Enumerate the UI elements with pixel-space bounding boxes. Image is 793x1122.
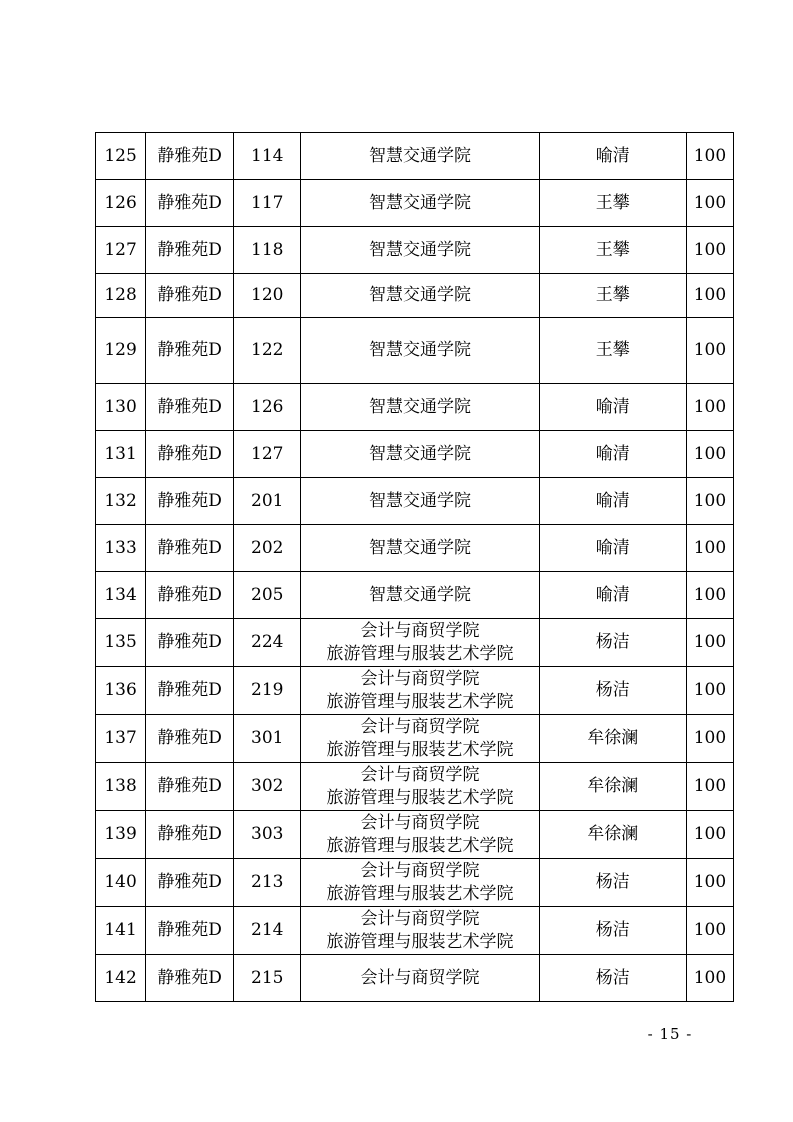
score-cell: 100 — [686, 619, 733, 667]
college-cell — [301, 274, 539, 318]
room-cell: 302 — [234, 763, 301, 811]
building-cell: 静雅苑D — [146, 955, 234, 1002]
row-number-cell: 141 — [96, 907, 146, 955]
table-row — [96, 763, 734, 811]
dormitory-score-table — [95, 132, 734, 1002]
score-cell: 100 — [686, 525, 733, 572]
college-name-secondary: 旅游管理与服装艺术学院 — [326, 835, 514, 856]
college-name-primary: 会计与商贸学院 — [360, 716, 480, 737]
row-number-cell: 133 — [96, 525, 146, 572]
college-cell — [301, 431, 539, 478]
college-name-secondary: 旅游管理与服装艺术学院 — [326, 691, 514, 712]
college-name-secondary: 旅游管理与服装艺术学院 — [326, 931, 514, 952]
row-number-cell: 134 — [96, 572, 146, 619]
page-number: - 15 - — [647, 1025, 693, 1043]
table-row — [96, 133, 734, 180]
building-cell: 静雅苑D — [146, 907, 234, 955]
building-cell: 静雅苑D — [146, 525, 234, 572]
table-row — [96, 384, 734, 431]
score-cell: 100 — [686, 572, 733, 619]
room-cell: 214 — [234, 907, 301, 955]
person-cell: 喻清 — [539, 572, 686, 619]
building-cell: 静雅苑D — [146, 431, 234, 478]
score-cell: 100 — [686, 667, 733, 715]
score-cell: 100 — [686, 431, 733, 478]
person-cell: 王攀 — [539, 180, 686, 227]
college-cell — [301, 811, 539, 859]
college-cell — [301, 859, 539, 907]
table-row — [96, 525, 734, 572]
college-cell — [301, 619, 539, 667]
row-number-cell: 135 — [96, 619, 146, 667]
room-cell: 219 — [234, 667, 301, 715]
college-cell — [301, 318, 539, 384]
score-cell: 100 — [686, 133, 733, 180]
table-row — [96, 227, 734, 274]
table-row — [96, 859, 734, 907]
building-cell: 静雅苑D — [146, 318, 234, 384]
room-cell: 127 — [234, 431, 301, 478]
person-cell: 喻清 — [539, 133, 686, 180]
college-name-secondary: 旅游管理与服装艺术学院 — [326, 787, 514, 808]
room-cell: 114 — [234, 133, 301, 180]
college-name-secondary: 旅游管理与服装艺术学院 — [326, 643, 514, 664]
room-cell: 120 — [234, 274, 301, 318]
building-cell: 静雅苑D — [146, 274, 234, 318]
room-cell: 117 — [234, 180, 301, 227]
room-cell: 303 — [234, 811, 301, 859]
table-row — [96, 619, 734, 667]
room-cell: 118 — [234, 227, 301, 274]
college-name: 智慧交通学院 — [368, 192, 471, 213]
person-cell: 王攀 — [539, 274, 686, 318]
table-row — [96, 431, 734, 478]
building-cell: 静雅苑D — [146, 763, 234, 811]
college-name-primary: 会计与商贸学院 — [360, 764, 480, 785]
person-cell: 杨洁 — [539, 955, 686, 1002]
row-number-cell: 132 — [96, 478, 146, 525]
row-number-cell: 128 — [96, 274, 146, 318]
row-number-cell: 127 — [96, 227, 146, 274]
person-cell: 杨洁 — [539, 907, 686, 955]
room-cell: 126 — [234, 384, 301, 431]
building-cell: 静雅苑D — [146, 715, 234, 763]
room-cell: 205 — [234, 572, 301, 619]
row-number-cell: 136 — [96, 667, 146, 715]
score-cell: 100 — [686, 478, 733, 525]
college-name: 智慧交通学院 — [368, 537, 471, 558]
room-cell: 301 — [234, 715, 301, 763]
college-name: 智慧交通学院 — [368, 584, 471, 605]
table-row — [96, 478, 734, 525]
college-name-primary: 会计与商贸学院 — [360, 812, 480, 833]
building-cell: 静雅苑D — [146, 478, 234, 525]
college-name: 智慧交通学院 — [368, 239, 471, 260]
college-name-primary: 会计与商贸学院 — [360, 668, 480, 689]
row-number-cell: 129 — [96, 318, 146, 384]
row-number-cell: 139 — [96, 811, 146, 859]
table-row — [96, 274, 734, 318]
person-cell: 王攀 — [539, 227, 686, 274]
building-cell: 静雅苑D — [146, 859, 234, 907]
person-cell: 牟徐澜 — [539, 811, 686, 859]
table-row — [96, 715, 734, 763]
person-cell: 喻清 — [539, 478, 686, 525]
table-row — [96, 955, 734, 1002]
college-cell — [301, 763, 539, 811]
building-cell: 静雅苑D — [146, 227, 234, 274]
college-cell — [301, 907, 539, 955]
college-name-primary: 会计与商贸学院 — [360, 908, 480, 929]
college-name: 智慧交通学院 — [368, 443, 471, 464]
person-cell: 杨洁 — [539, 859, 686, 907]
score-cell: 100 — [686, 955, 733, 1002]
row-number-cell: 131 — [96, 431, 146, 478]
person-cell: 喻清 — [539, 431, 686, 478]
table-row — [96, 667, 734, 715]
room-cell: 215 — [234, 955, 301, 1002]
person-cell: 喻清 — [539, 384, 686, 431]
college-name-secondary: 旅游管理与服装艺术学院 — [326, 883, 514, 904]
college-name: 智慧交通学院 — [368, 340, 471, 360]
college-cell — [301, 955, 539, 1002]
building-cell: 静雅苑D — [146, 572, 234, 619]
college-cell — [301, 715, 539, 763]
building-cell: 静雅苑D — [146, 811, 234, 859]
college-name: 智慧交通学院 — [368, 396, 471, 417]
college-name: 会计与商贸学院 — [360, 967, 480, 988]
score-cell: 100 — [686, 811, 733, 859]
college-cell — [301, 133, 539, 180]
score-cell: 100 — [686, 715, 733, 763]
building-cell: 静雅苑D — [146, 619, 234, 667]
room-cell: 213 — [234, 859, 301, 907]
college-name-secondary: 旅游管理与服装艺术学院 — [326, 739, 514, 760]
score-cell: 100 — [686, 318, 733, 384]
person-cell: 喻清 — [539, 525, 686, 572]
college-cell — [301, 384, 539, 431]
college-cell — [301, 572, 539, 619]
college-cell — [301, 478, 539, 525]
person-cell: 杨洁 — [539, 619, 686, 667]
college-cell — [301, 525, 539, 572]
person-cell: 牟徐澜 — [539, 715, 686, 763]
row-number-cell: 130 — [96, 384, 146, 431]
row-number-cell: 138 — [96, 763, 146, 811]
building-cell: 静雅苑D — [146, 133, 234, 180]
row-number-cell: 140 — [96, 859, 146, 907]
table-row — [96, 811, 734, 859]
person-cell: 王攀 — [539, 318, 686, 384]
college-name-primary: 会计与商贸学院 — [360, 620, 480, 641]
score-cell: 100 — [686, 859, 733, 907]
score-cell: 100 — [686, 384, 733, 431]
table-row — [96, 907, 734, 955]
college-cell — [301, 227, 539, 274]
table-row — [96, 572, 734, 619]
table-row — [96, 180, 734, 227]
row-number-cell: 125 — [96, 133, 146, 180]
room-cell: 224 — [234, 619, 301, 667]
person-cell: 牟徐澜 — [539, 763, 686, 811]
score-cell: 100 — [686, 180, 733, 227]
college-name-primary: 会计与商贸学院 — [360, 860, 480, 881]
building-cell: 静雅苑D — [146, 667, 234, 715]
college-name: 智慧交通学院 — [368, 490, 471, 511]
row-number-cell: 142 — [96, 955, 146, 1002]
table-row — [96, 318, 734, 384]
score-cell: 100 — [686, 227, 733, 274]
row-number-cell: 126 — [96, 180, 146, 227]
college-name: 智慧交通学院 — [368, 145, 471, 166]
college-cell — [301, 180, 539, 227]
person-cell: 杨洁 — [539, 667, 686, 715]
building-cell: 静雅苑D — [146, 180, 234, 227]
score-cell: 100 — [686, 763, 733, 811]
room-cell: 201 — [234, 478, 301, 525]
college-name: 智慧交通学院 — [368, 285, 471, 305]
score-cell: 100 — [686, 274, 733, 318]
room-cell: 122 — [234, 318, 301, 384]
building-cell: 静雅苑D — [146, 384, 234, 431]
score-cell: 100 — [686, 907, 733, 955]
room-cell: 202 — [234, 525, 301, 572]
row-number-cell: 137 — [96, 715, 146, 763]
college-cell — [301, 667, 539, 715]
